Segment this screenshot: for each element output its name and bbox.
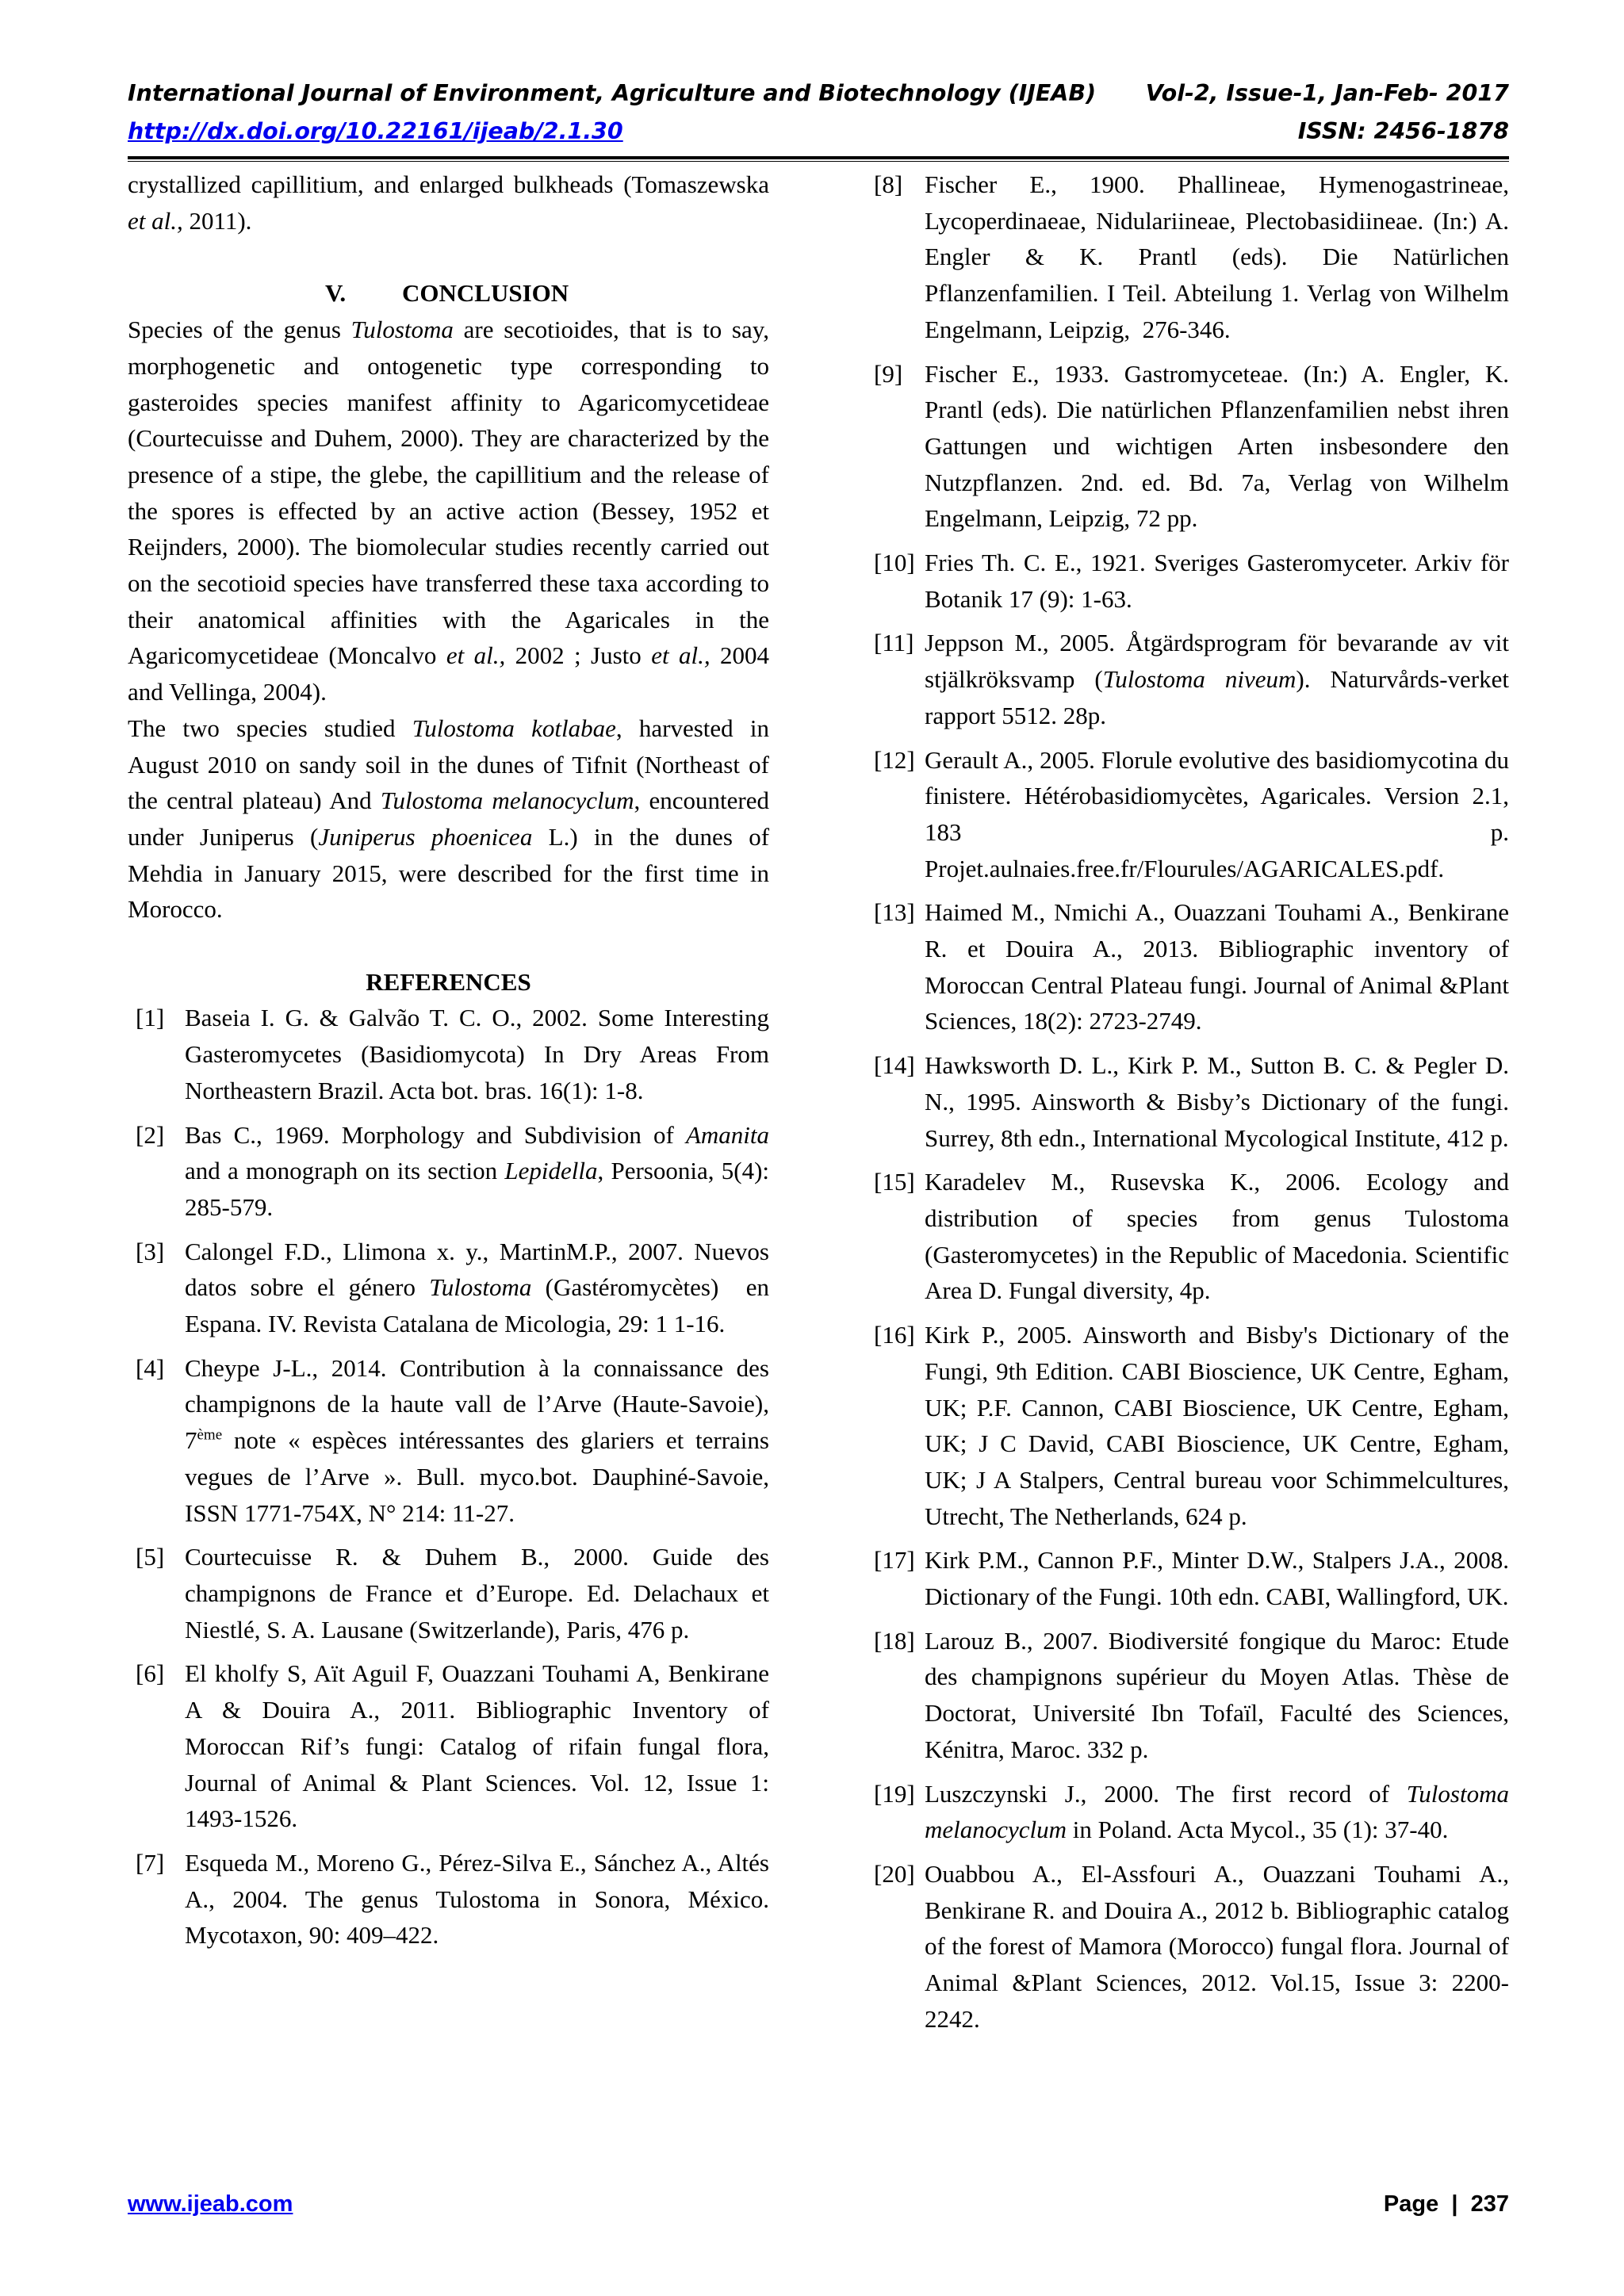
reference-item — [128, 1117, 769, 1226]
reference-text: Esqueda M., Moreno G., Pérez-Silva E., Sánchez A., Altés A., 2004. The genus Tulostoma in Sonora, México. Mycotaxon, 90: 409–422. — [185, 1848, 769, 1950]
reference-item — [128, 1000, 769, 1108]
reference-text: Fries Th. C. E., 1921. Sveriges Gasteromyceter. Arkiv för Botanik 17 (9): 1-63. — [925, 549, 1509, 613]
issn: ISSN: 2456-1878 — [1297, 118, 1509, 144]
left-column — [128, 166, 769, 1961]
references-heading: REFERENCES — [366, 967, 531, 996]
spacer — [128, 928, 769, 964]
reference-text: El kholfy S, Aït Aguil F, Ouazzani Touhami A, Benkirane A & Douira A., 2011. Bibliographic Inventory of Moroccan Rif’s fungi: Catalog of rifain fungal flora, Journal of Animal & Plant Sciences. Vol. 12, Issue 1: 1493-1526. — [185, 1659, 769, 1833]
conclusion-paragraph-2: The two species studied Tulostoma kotlabae, harvested in August 2010 on sandy soil in the dunes of Tifnit (Northeast of the central plateau) And Tulostoma melanocyclum, encountered under Juniperus (Juniperus phoenicea L.) in the dunes of Mehdia in January 2015, were described for the first time in Morocco. — [128, 714, 770, 924]
reference-number: [9] — [874, 359, 903, 388]
reference-item — [874, 545, 1509, 617]
reference-text: Karadelev M., Rusevska K., 2006. Ecology and distribution of species from genus Tulostoma (Gasteromycetes) in the Republic of Macedonia. Scientific Area D. Fungal diversity, 4p. — [925, 1168, 1509, 1305]
reference-number: [19] — [874, 1779, 915, 1808]
reference-text: Kirk P.M., Cannon P.F., Minter D.W., Stalpers J.A., 2008. Dictionary of the Fungi. 10th edn. CABI, Wallingford, UK. — [925, 1546, 1509, 1611]
page-label: Page — [1383, 2191, 1439, 2217]
reference-number: [6] — [136, 1659, 165, 1688]
journal-title: International Journal of Environment, Agriculture and Biotechnology (IJEAB) — [128, 80, 1097, 106]
reference-text: Courtecuisse R. & Duhem B., 2000. Guide des champignons de France et d’Europe. Ed. Delachaux et Niestlé, S. A. Lausane (Switzerlande), Paris, 476 p. — [185, 1543, 769, 1644]
reference-item — [128, 1539, 769, 1647]
reference-text: Larouz B., 2007. Biodiversité fongique du Maroc: Etude des champignons supérieur du Moyen Atlas. Thèse de Doctorat, Université Ibn Tofaïl, Faculté des Sciences, Kénitra, Maroc. 332 p. — [925, 1626, 1509, 1763]
reference-text: Gerault A., 2005. Florule evolutive des basidiomycotina du finistere. Hétérobasidiomycètes, Agaricales. Version 2.1, 183 p. Projet.aulnaies.free.fr/Flourules/AGARICALES.pdf. — [925, 745, 1509, 882]
reference-text: Fischer E., 1933. Gastromyceteae. (In:) A. Engler, K. Prantl (eds). Die natürlichen Pflanzenfamilien nebst ihren Gattungen und wichtigen Arten insbesondere den Nutzpflanzen. 2nd. ed. Bd. 7a, Verlag von Wilhelm Engelmann, Leipzig, 72 pp. — [925, 359, 1509, 533]
reference-number: [7] — [136, 1848, 165, 1877]
reference-number: [3] — [136, 1237, 165, 1265]
reference-item — [874, 1856, 1509, 2038]
reference-text: Ouabbou A., El-Assfouri A., Ouazzani Touhami A., Benkirane R. and Douira A., 2012 b. Bibliographic catalog of the forest of Mamora (Morocco) fungal flora. Journal of Animal &Plant Sciences, 2012. Vol.15, Issue 3: 2200-2242. — [925, 1859, 1509, 2033]
section-title: CONCLUSION — [402, 279, 569, 308]
doi-link[interactable]: http://dx.doi.org/10.22161/ijeab/2.1.30 — [128, 118, 623, 144]
reference-item — [128, 1655, 769, 1837]
reference-number: [8] — [874, 170, 903, 198]
reference-number: [17] — [874, 1546, 915, 1575]
reference-text: Hawksworth D. L., Kirk P. M., Sutton B. C. & Pegler D. N., 1995. Ainsworth & Bisby’s Dictionary of the fungi. Surrey, 8th edn., International Mycological Institute, 412 p. — [925, 1051, 1509, 1152]
reference-number: [14] — [874, 1051, 915, 1080]
running-header-doi — [128, 116, 1509, 147]
footer-website-link[interactable]: www.ijeab.com — [128, 2191, 293, 2217]
reference-item — [874, 1542, 1509, 1614]
reference-number: [16] — [874, 1321, 915, 1349]
spacer — [128, 239, 769, 275]
section-number: V. — [325, 279, 347, 308]
reference-text: Calongel F.D., Llimona x. y., MartinM.P., 2007. Nuevos datos sobre el género Tulostoma (Gastéromycètes) en Espana. IV. Revista Catalana de Micologia, 29: 1 1-16. — [185, 1237, 769, 1338]
reference-number: [12] — [874, 745, 915, 774]
reference-number: [13] — [874, 898, 915, 927]
reference-text: Haimed M., Nmichi A., Ouazzani Touhami A., Benkirane R. et Douira A., 2013. Bibliographic inventory of Moroccan Central Plateau fungi. Journal of Animal &Plant Sciences, 18(2): 2723-2749. — [925, 898, 1509, 1035]
reference-number: [15] — [874, 1168, 915, 1196]
references-list-left — [128, 1000, 769, 1954]
volume-issue: Vol-2, Issue-1, Jan-Feb- 2017 — [1145, 80, 1509, 106]
page-separator: | — [1445, 2191, 1465, 2217]
reference-text: Baseia I. G. & Galvão T. C. O., 2002. Some Interesting Gasteromycetes (Basidiomycota) In Dry Areas From Northeastern Brazil. Acta bot. bras. 16(1): 1-8. — [185, 1004, 769, 1104]
reference-text: Kirk P., 2005. Ainsworth and Bisby's Dictionary of the Fungi, 9th Edition. CABI Bioscience, UK Centre, Egham, UK; P.F. Cannon, CABI Bioscience, UK Centre, Egham, UK; J C David, CABI Bioscience, UK Centre, Egham, UK; J A Stalpers, Central bureau voor Schimmelcultures, Utrecht, The Netherlands, 624 p. — [925, 1321, 1509, 1530]
reference-text: Fischer E., 1900. Phallineae, Hymenogastrineae, Lycoperdinaeae, Nidulariineae, Plectobasidiineae. (In:) A. Engler & K. Prantl (eds). Die Natürlichen Pflanzenfamilien. I Teil. Abteilung 1. Verlag von Wilhelm Engelmann, Leipzig, 276-346. — [925, 170, 1509, 343]
reference-item — [874, 1776, 1509, 1848]
reference-item — [128, 1350, 769, 1532]
header-rule — [128, 156, 1509, 162]
right-column — [874, 166, 1509, 2045]
reference-number: [18] — [874, 1626, 915, 1655]
intro-paragraph: crystallized capillitium, and enlarged bulkheads (Tomaszewska et al., 2011). — [128, 170, 769, 235]
reference-number: [5] — [136, 1543, 165, 1571]
reference-text: Bas C., 1969. Morphology and Subdivision of Amanita and a monograph on its section Lepidella, Persoonia, 5(4): 285-579. — [185, 1120, 769, 1221]
reference-number: [4] — [136, 1353, 165, 1382]
references-list-right — [874, 166, 1509, 2037]
running-header — [128, 78, 1509, 109]
page-number: 237 — [1470, 2191, 1509, 2217]
reference-item — [874, 894, 1509, 1039]
reference-item — [874, 1623, 1509, 1768]
reference-number: [20] — [874, 1859, 915, 1888]
reference-number: [11] — [874, 629, 914, 657]
reference-item — [874, 166, 1509, 348]
reference-number: [1] — [136, 1004, 165, 1032]
reference-number: [10] — [874, 549, 915, 577]
reference-item — [128, 1845, 769, 1954]
conclusion-paragraph-1: Species of the genus Tulostoma are secotioides, that is to say, morphogenetic and ontogenetic type corresponding to gasteroides species manifest affinity to Agaricomycetideae (Courtecuisse and Duhem, 2000). They are characterized by the presence of a stipe, the glebe, the capillitium and the release of the spores is effected by an active action (Bessey, 1952 et Reijnders, 2000). The biomolecular studies recently carried out on the secotioid species have transferred these taxa according to their anatomical affinities with the Agaricales in the Agaricomycetideae (Moncalvo et al., 2002 ; Justo et al., 2004 and Vellinga, 2004). — [128, 316, 769, 706]
reference-text: Luszczynski J., 2000. The first record of Tulostoma melanocyclum in Poland. Acta Mycol., 35 (1): 37-40. — [925, 1779, 1509, 1844]
reference-item — [874, 1317, 1509, 1534]
reference-item — [874, 625, 1509, 733]
reference-text: Jeppson M., 2005. Åtgärdsprogram för bevarande av vit stjälkröksvamp (Tulostoma niveum). Naturvårds-verket rapport 5512. 28p. — [925, 629, 1509, 729]
reference-text: Cheype J-L., 2014. Contribution à la connaissance des champignons de la haute vall de l’Arve (Haute-Savoie), 7ème note « espèces intéressantes des glariers et terrains vegues de l’Arve ». Bull. myco.bot. Dauphiné-Savoie, ISSN 1771-754X, N° 214: 11-27. — [185, 1353, 769, 1527]
reference-item — [874, 1047, 1509, 1156]
reference-item — [128, 1234, 769, 1342]
conclusion-heading — [128, 275, 769, 312]
reference-number: [2] — [136, 1120, 165, 1149]
reference-item — [874, 742, 1509, 887]
reference-item — [874, 1164, 1509, 1309]
footer-page-number — [1384, 2191, 1509, 2218]
reference-item — [874, 356, 1509, 538]
